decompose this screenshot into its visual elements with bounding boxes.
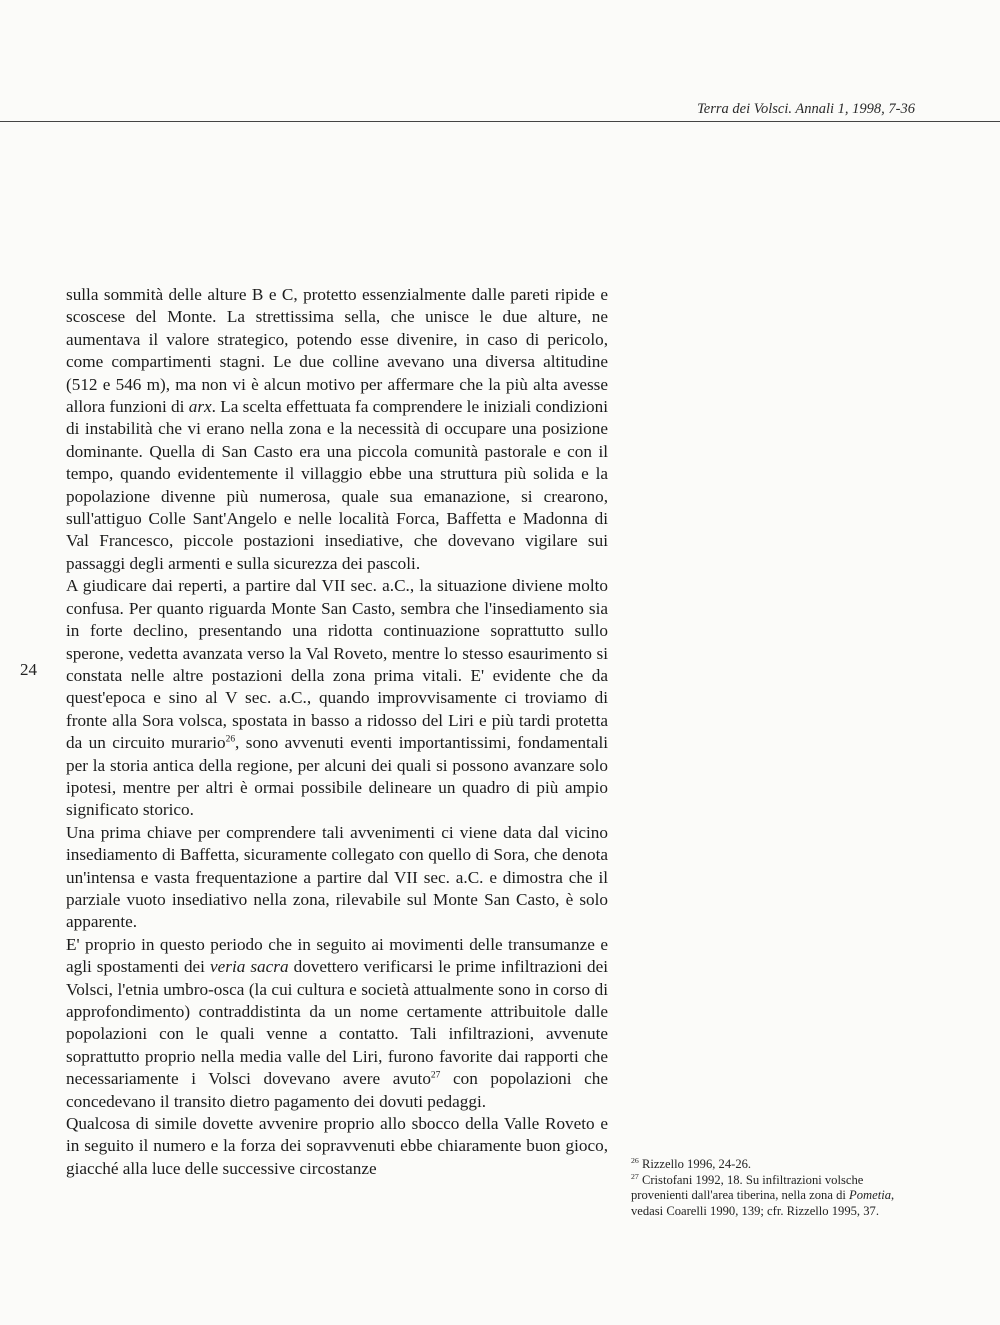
footnote	[631, 1157, 916, 1173]
footnote-marker: 26	[631, 1155, 639, 1165]
footnote-marker: 27	[631, 1171, 639, 1181]
text-run: dovettero verificarsi le prime infiltrazioni dei Volsci, l'etnia umbro-osca (la cui cultura e società attualmente sono in corso di approfondimento) contraddistinta da un nome certamente attribuitole dalle popolazioni con le quali venne a contatto. Tali infiltrazioni, avvenute soprattutto proprio nella media valle del Liri, furono favorite dai rapporti che necessariamente i Volsci dovevano avere avuto	[66, 957, 608, 1089]
text-run: , vedasi Coarelli 1990, 139; cfr. Rizzello 1995, 37.	[631, 1188, 895, 1218]
italic-term: arx	[188, 397, 212, 417]
footnote	[631, 1173, 916, 1220]
text-run: sulla sommità delle alture B e C, protetto essenzialmente dalle pareti ripide e scoscese del Monte. La strettissima sella, che unisce le due alture, ne aumentava il valore strategico, potendo esse divenire, in caso di pericolo, come compartimenti stagni. Le due colline avevano una diversa altitudine (512 e 546 m), ma non vi è alcun motivo per affermare che la più alta avesse allora funzioni di	[66, 285, 608, 417]
text-run: . La scelta effettuata fa comprendere le iniziali condizioni di instabilità che vi erano nella zona e la necessità di occupare una posizione dominante. Quella di San Casto era una piccola comunità pastorale e con il tempo, quando evidentemente il villaggio ebbe una struttura più solida e la popolazione divenne più numerosa, quale sua emanazione, si crearono, sull'attiguo Colle Sant'Angelo e nelle località Forca, Baffetta e Madonna di Val Francesco, piccole postazioni insediative, che dovevano vigilare sui passaggi degli armenti e sulla sicurezza dei pascoli.	[66, 397, 608, 573]
header-rule	[0, 121, 1000, 122]
text-run: Qualcosa di simile dovette avvenire proprio allo sbocco della Valle Roveto e in seguito il numero e la forza dei sopravvenuti ebbe chiaramente buon gioco, giacché alla luce delle successive circostanze	[66, 1114, 608, 1178]
paragraph	[66, 934, 608, 1113]
body-text	[66, 284, 608, 1180]
text-run: , sono avvenuti eventi importantissimi, fondamentali per la storia antica della regione, per alcuni dei quali si possono avanzare solo ipotesi, mentre per altri è ormai possibile delineare un quadro di più ampio significato storico.	[66, 733, 608, 820]
italic-term: veria sacra	[210, 957, 289, 977]
paragraph	[66, 575, 608, 821]
text-run: Una prima chiave per comprendere tali avvenimenti ci viene data dal vicino insediamento di Baffetta, sicuramente collegato con quello di Sora, che denota un'intensa e vasta frequentazione a partire dal VII sec. a.C. e dimostra che il parziale vuoto insediativo nella zona, rilevabile sul Monte San Casto, è solo apparente.	[66, 822, 608, 932]
paragraph	[66, 284, 608, 575]
paragraph	[66, 822, 608, 934]
text-run: Cristofani 1992, 18. Su infiltrazioni volsche provenienti dall'area tiberina, nella zona di	[631, 1172, 864, 1203]
paragraph	[66, 1113, 608, 1180]
text-run: Rizzello 1996, 24-26.	[638, 1157, 752, 1171]
footnote-reference: 26	[225, 734, 236, 745]
text-run: A giudicare dai reperti, a partire dal VII sec. a.C., la situazione diviene molto confusa. Per quanto riguarda Monte San Casto, sembra che l'insediamento sia in forte declino, presentando una ridotta continuazione soprattutto sullo sperone, vedetta avanzata verso la Val Roveto, mentre lo stesso esaurimento si constata nelle altre postazioni della zona prima vitali. E' evidente che da quest'epoca e sino al V sec. a.C., quando improvvisamente ci troviamo di fronte alla Sora volsca, spostata in basso a ridosso del Liri e più tardi protetta da un circuito murario	[66, 576, 608, 753]
page-number: 24	[20, 660, 37, 679]
footnotes	[631, 1157, 916, 1219]
running-header: Terra dei Volsci. Annali 1, 1998, 7-36	[697, 101, 915, 117]
footnote-reference: 27	[430, 1070, 441, 1081]
text-run: E' proprio in questo periodo che in seguito ai movimenti delle transumanze e agli spostamenti dei	[66, 934, 608, 977]
italic-term: Pometia	[849, 1188, 892, 1203]
text-run: con popolazioni che concedevano il transito dietro pagamento dei dovuti pedaggi.	[66, 1069, 608, 1111]
